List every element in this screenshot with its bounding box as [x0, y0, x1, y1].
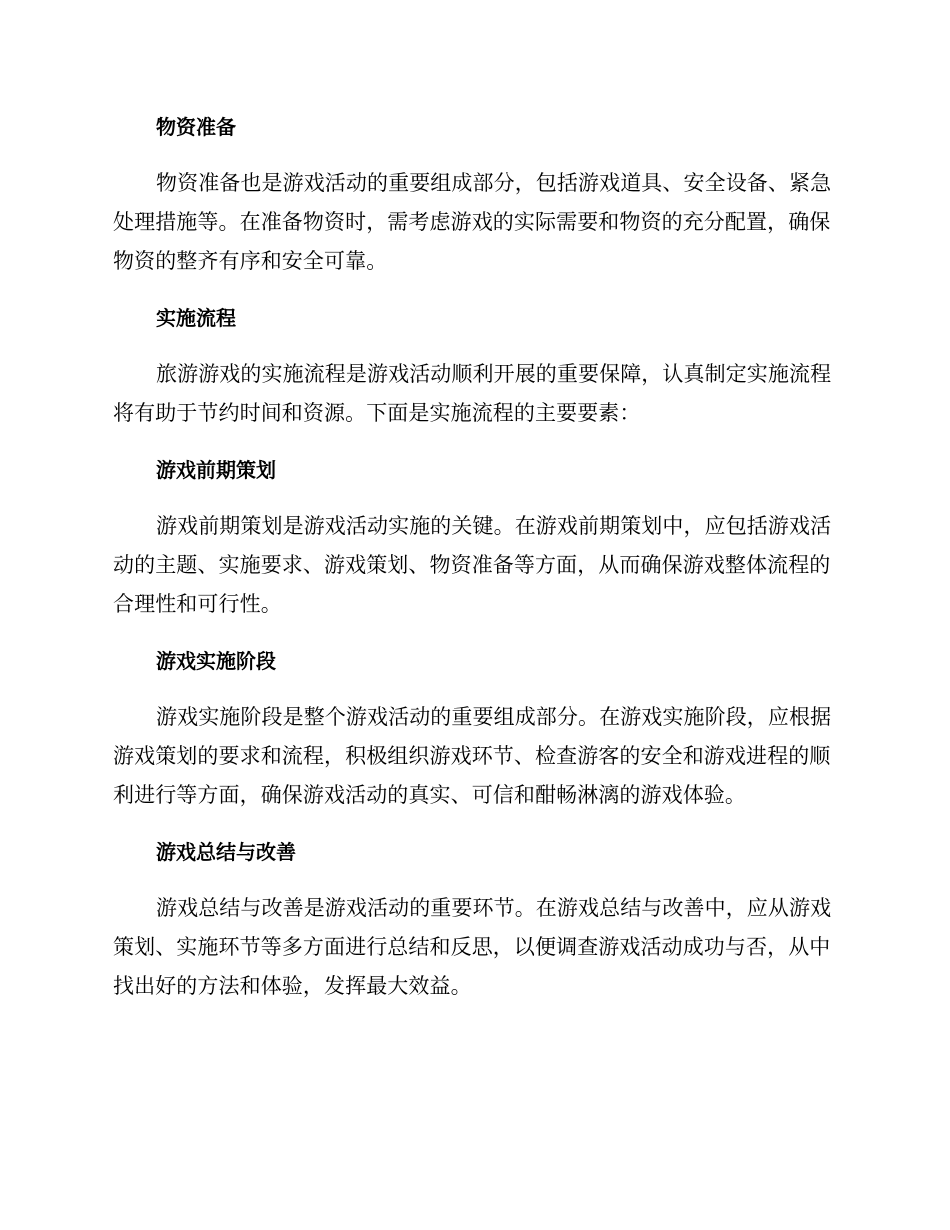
section-paragraph-implementation: 游戏实施阶段是整个游戏活动的重要组成部分。在游戏实施阶段，应根据游戏策划的要求和流程，积极组织游戏环节、检查游客的安全和游戏进程的顺利进行等方面，确保游戏活动的真实、可信和酣畅淋漓的游戏体验。 — [113, 705, 832, 807]
section-heading-summary: 游戏总结与改善 — [156, 840, 296, 864]
section-paragraph-summary: 游戏总结与改善是游戏活动的重要环节。在游戏总结与改善中，应从游戏策划、实施环节等多方面进行总结和反思，以便调查游戏活动成功与否，从中找出好的方法和体验，发挥最大效益。 — [113, 896, 832, 998]
section-paragraph-planning: 游戏前期策划是游戏活动实施的关键。在游戏前期策划中，应包括游戏活动的主题、实施要求、游戏策划、物资准备等方面，从而确保游戏整体流程的合理性和可行性。 — [113, 514, 832, 616]
section-paragraph-process: 旅游游戏的实施流程是游戏活动顺利开展的重要保障，认真制定实施流程将有助于节约时间和资源。下面是实施流程的主要要素： — [113, 362, 832, 425]
section-paragraph-materials: 物资准备也是游戏活动的重要组成部分，包括游戏道具、安全设备、紧急处理措施等。在准备物资时，需考虑游戏的实际需要和物资的充分配置，确保物资的整齐有序和安全可靠。 — [113, 171, 832, 273]
document-body — [113, 108, 833, 1024]
section-heading-implementation: 游戏实施阶段 — [156, 649, 276, 673]
section-heading-materials: 物资准备 — [156, 115, 236, 139]
section-heading-planning: 游戏前期策划 — [156, 458, 276, 482]
section-heading-process: 实施流程 — [156, 306, 236, 330]
